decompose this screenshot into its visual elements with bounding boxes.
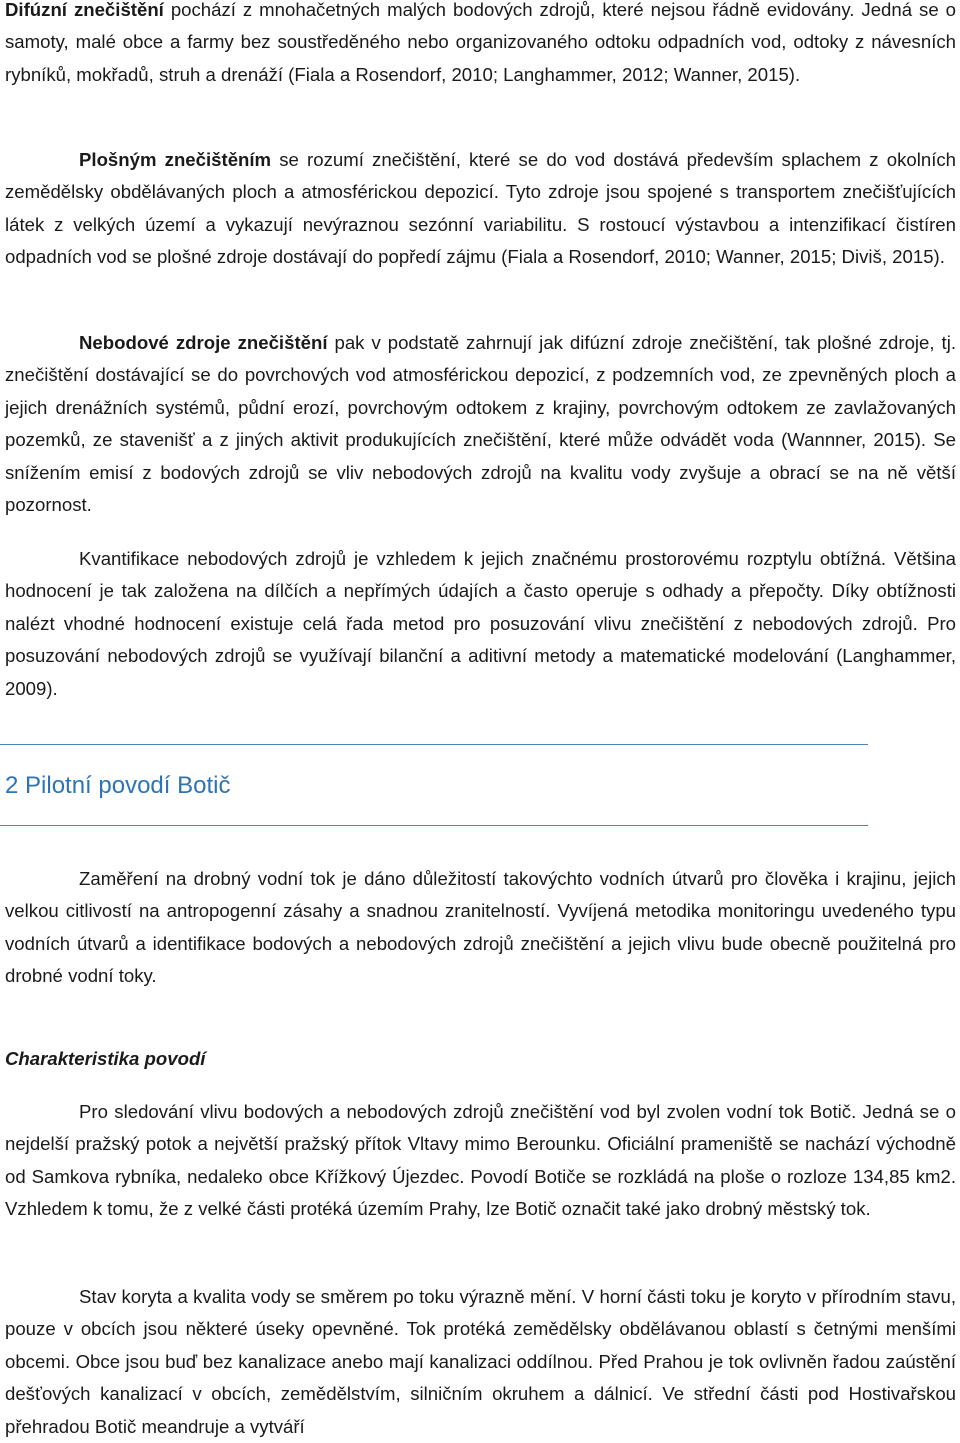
paragraph-area-pollution xyxy=(5,144,956,274)
term-nonpoint-sources: Nebodové zdroje znečištění xyxy=(79,332,328,353)
paragraph-text: Stav koryta a kvalita vody se směrem po toku výrazně mění. V horní části toku je koryto v přírodním stavu, pouze v obcích jsou některé úseky opevněné. Tok protéká zemědělsky obdělávanou oblastí s četnými menšími obcemi. Obce jsou buď bez kanalizace anebo mají kanalizaci oddílnou. Před Prahou je tok ovlivněn řadou zaústění dešťových kanalizací v obcích, zemědělstvím, silničním okruhem a dálnicí. Ve střední části pod Hostivařskou přehradou Botič meandruje a vytváří xyxy=(5,1286,956,1437)
section-heading: 2 Pilotní povodí Botič xyxy=(5,772,231,799)
paragraph-focus xyxy=(5,863,956,993)
paragraph-catchment xyxy=(5,1096,956,1226)
paragraph-text: Zaměření na drobný vodní tok je dáno důležitostí takovýchto vodních útvarů pro člověka i krajinu, jejich velkou citlivostí na antropogenní zásahy a snadnou zranitelností. Vyvíjená metodika monitoringu uvedeného typu vodních útvarů a identifikace bodových a nebodových zdrojů znečištění a jejich vlivu bude obecně použitelná pro drobné vodní toky. xyxy=(5,868,956,987)
term-area-pollution: Plošným znečištěním xyxy=(79,149,272,170)
heading-rule-bottom xyxy=(0,825,868,826)
paragraph-diffuse-pollution xyxy=(5,0,956,91)
paragraph-text: Kvantifikace nebodových zdrojů je vzhledem k jejich značnému prostorovému rozptylu obtížná. Většina hodnocení je tak založena na dílčích a nepřímých údajích a často operuje s odhady a přepočty. Díky obtížnosti nalézt vhodné hodnocení existuje celá řada metod pro posuzování vlivu znečištění z nebodových zdrojů. Pro posuzování nebodových zdrojů se využívají bilanční a aditivní metody a matematické modelování (Langhammer, 2009). xyxy=(5,548,956,699)
paragraph-channel-state xyxy=(5,1281,956,1443)
subsection-heading: Charakteristika povodí xyxy=(5,1048,206,1069)
paragraph-text: pochází z mnohačetných malých bodových zdrojů, které nejsou řádně evidovány. Jedná se o samoty, malé obce a farmy bez soustředěného nebo organizovaného odtoku odpadních vod, odtoky z návesních rybníků, mokřadů, struh a drenáží (Fiala a Rosendorf, 2010; Langhammer, 2012; Wanner, 2015). xyxy=(5,0,956,85)
paragraph-quantification xyxy=(5,543,956,705)
paragraph-nonpoint-sources xyxy=(5,327,956,521)
paragraph-text: Pro sledování vlivu bodových a nebodových zdrojů znečištění vod byl zvolen vodní tok Botič. Jedná se o nejdelší pražský potok a největší pražský přítok Vltavy mimo Berounku. Oficiální prameniště se nachází východně od Samkova rybníka, nedaleko obce Křížkový Újezdec. Povodí Botiče se rozkládá na ploše o rozloze 134,85 km2. Vzhledem k tomu, že z velké části protéká územím Prahy, lze Botič označit také jako drobný městský tok. xyxy=(5,1101,956,1220)
paragraph-text: se rozumí znečištění, které se do vod dostává především splachem z okolních zemědělsky obdělávaných ploch a atmosférickou depozicí. Tyto zdroje jsou spojené s transportem znečišťujících látek z velkých území a vykazují nevýraznou sezónní variabilitu. S rostoucí výstavbou a intenzifikací čistíren odpadních vod se plošné zdroje dostávají do popředí zájmu (Fiala a Rosendorf, 2010; Wanner, 2015; Diviš, 2015). xyxy=(5,149,956,268)
paragraph-text: pak v podstatě zahrnují jak difúzní zdroje znečištění, tak plošné zdroje, tj. znečištění dostávající se do povrchových vod atmosférickou depozicí, z podzemních vod, ze zpevněných ploch a jejich drenážních systémů, půdní erozí, povrchovým odtokem z krajiny, povrchovým odtokem ze zavlažovaných pozemků, ze stavenišť a z jiných aktivit produkujících znečištění, které může odvádět voda (Wannner, 2015). Se snížením emisí z bodových zdrojů se vliv nebodových zdrojů na kvalitu vody zvyšuje a obrací se na ně větší pozornost. xyxy=(5,332,956,516)
term-diffuse-pollution: Difúzní znečištění xyxy=(5,0,164,20)
heading-rule-top xyxy=(0,744,868,745)
